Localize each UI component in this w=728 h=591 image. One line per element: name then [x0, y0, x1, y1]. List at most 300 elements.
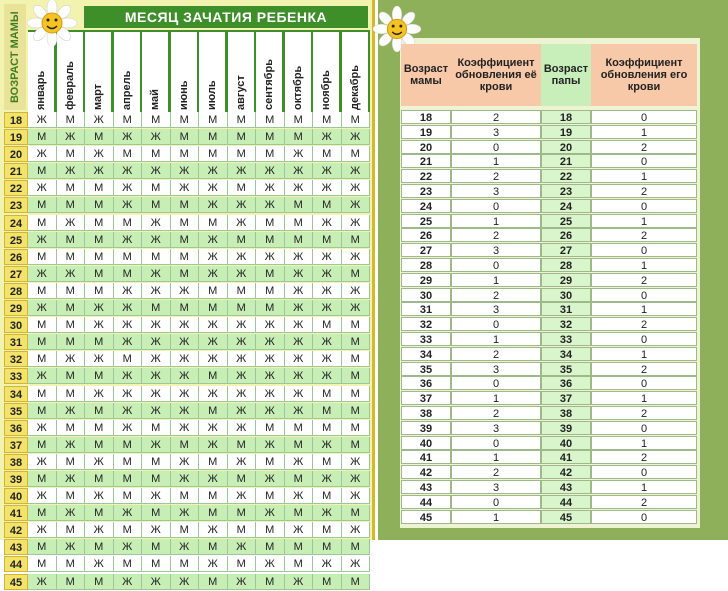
gender-cell: М: [114, 112, 143, 128]
month-header: [313, 32, 340, 112]
gender-cell: М: [28, 215, 57, 231]
gender-cell: М: [313, 386, 342, 402]
gender-cell: М: [285, 420, 314, 436]
gender-cell: М: [342, 574, 371, 590]
table-row: [401, 302, 697, 317]
dad-age-cell: 36: [541, 376, 591, 390]
gender-cell: Ж: [85, 351, 114, 367]
gender-cell: М: [171, 232, 200, 248]
gender-cell: Ж: [142, 317, 171, 333]
gender-cell: М: [199, 505, 228, 521]
gender-cell: Ж: [199, 420, 228, 436]
dad-age-cell: 29: [541, 273, 591, 287]
table-row: [4, 215, 370, 232]
gender-cell: Ж: [171, 539, 200, 555]
gender-cell: Ж: [28, 232, 57, 248]
dad-age-cell: 34: [541, 347, 591, 361]
gender-cell: М: [85, 266, 114, 282]
table-row: [4, 539, 370, 556]
month-label: февраль: [63, 61, 76, 110]
gender-cell: М: [313, 454, 342, 470]
gender-cell: Ж: [114, 334, 143, 350]
gender-cell: Ж: [228, 197, 257, 213]
mom-age-cell: 43: [401, 480, 451, 494]
mom-coef-cell: 3: [451, 184, 541, 198]
mom-age-cell: 21: [401, 154, 451, 168]
table-row: [401, 436, 697, 451]
gender-cell: М: [57, 454, 86, 470]
table-row: [4, 556, 370, 573]
gender-cell: М: [142, 556, 171, 572]
gender-cell: М: [114, 146, 143, 162]
gender-cell: М: [228, 180, 257, 196]
mom-age-cell: 20: [401, 140, 451, 154]
gender-cell: М: [28, 283, 57, 299]
gender-cell: М: [199, 403, 228, 419]
dad-coef-cell: 2: [591, 273, 697, 287]
mom-age-cell: 45: [4, 574, 28, 590]
gender-cell: М: [57, 574, 86, 590]
gender-cell: Ж: [342, 197, 371, 213]
gender-cell: М: [28, 437, 57, 453]
gender-cell: Ж: [28, 112, 57, 128]
mom-age-cell: 39: [401, 421, 451, 435]
gender-cell: Ж: [85, 163, 114, 179]
gender-cell: М: [85, 420, 114, 436]
mom-age-cell: 26: [401, 228, 451, 242]
mom-coef-cell: 0: [451, 495, 541, 509]
mom-age-cell: 29: [4, 300, 28, 316]
gender-cell: Ж: [342, 454, 371, 470]
mom-age-cell: 30: [401, 288, 451, 302]
gender-cell: Ж: [228, 334, 257, 350]
gender-cell: Ж: [285, 317, 314, 333]
table-title: МЕСЯЦ ЗАЧАТИЯ РЕБЕНКА: [84, 6, 368, 28]
gender-cell: М: [114, 522, 143, 538]
table-row: [401, 243, 697, 258]
gender-cell: М: [285, 539, 314, 555]
gender-cell: М: [28, 403, 57, 419]
gender-cell: Ж: [228, 249, 257, 265]
table-row: [4, 283, 370, 300]
gender-cell: М: [85, 283, 114, 299]
table-row: [401, 199, 697, 214]
gender-cell: Ж: [199, 556, 228, 572]
month-header: [142, 32, 169, 112]
month-label: июнь: [177, 80, 190, 110]
gender-cell: Ж: [313, 368, 342, 384]
gender-cell: Ж: [171, 334, 200, 350]
dad-age-cell: 44: [541, 495, 591, 509]
dad-coef-cell: 1: [591, 347, 697, 361]
mom-age-cell: 22: [401, 169, 451, 183]
gender-cell: Ж: [28, 488, 57, 504]
gender-cell: М: [142, 112, 171, 128]
gender-cell: М: [57, 488, 86, 504]
gender-cell: М: [85, 249, 114, 265]
mom-age-cell: 42: [4, 522, 28, 538]
gender-cell: М: [285, 437, 314, 453]
gender-cell: М: [57, 112, 86, 128]
mom-coef-cell: 1: [451, 332, 541, 346]
gender-cell: М: [171, 488, 200, 504]
mom-age-cell: 27: [401, 243, 451, 257]
gender-cell: Ж: [85, 146, 114, 162]
gender-cell: М: [256, 146, 285, 162]
gender-cell: Ж: [57, 505, 86, 521]
mom-coef-cell: 3: [451, 243, 541, 257]
gender-cell: Ж: [313, 129, 342, 145]
dad-age-cell: 42: [541, 465, 591, 479]
gender-cell: Ж: [199, 386, 228, 402]
gender-cell: Ж: [342, 163, 371, 179]
gender-cell: Ж: [285, 574, 314, 590]
gender-cell: М: [199, 300, 228, 316]
gender-cell: М: [142, 454, 171, 470]
mom-age-cell: 19: [401, 125, 451, 139]
table-row: [4, 163, 370, 180]
gender-cell: М: [142, 146, 171, 162]
mom-age-cell: 34: [4, 386, 28, 402]
gender-cell: М: [313, 197, 342, 213]
gender-cell: М: [285, 556, 314, 572]
mom-age-cell: 29: [401, 273, 451, 287]
mom-coef-cell: 2: [451, 288, 541, 302]
month-header: [285, 32, 312, 112]
gender-cell: М: [114, 266, 143, 282]
gender-cell: М: [171, 556, 200, 572]
gender-cell: М: [57, 146, 86, 162]
gender-cell: Ж: [57, 437, 86, 453]
table-row: [401, 273, 697, 288]
table-row: [4, 180, 370, 197]
mom-coef-cell: 3: [451, 421, 541, 435]
gender-cell: М: [256, 266, 285, 282]
header-mom-age: Возраст мамы: [401, 44, 451, 106]
month-label: октябрь: [291, 65, 304, 110]
gender-cell: М: [171, 129, 200, 145]
mom-age-cell: 28: [4, 283, 28, 299]
gender-cell: Ж: [199, 266, 228, 282]
gender-cell: М: [256, 129, 285, 145]
gender-cell: М: [142, 539, 171, 555]
gender-cell: М: [228, 232, 257, 248]
table-row: [401, 480, 697, 495]
gender-cell: Ж: [313, 283, 342, 299]
table-row: [401, 288, 697, 303]
gender-cell: Ж: [171, 180, 200, 196]
gender-cell: Ж: [142, 163, 171, 179]
gender-cell: Ж: [313, 300, 342, 316]
mom-age-cell: 38: [401, 406, 451, 420]
header-dad-coef: Коэффициент обновления его крови: [591, 44, 697, 106]
mom-age-cell: 35: [401, 362, 451, 376]
gender-cell: М: [199, 129, 228, 145]
mom-coef-cell: 1: [451, 154, 541, 168]
table-row: [401, 228, 697, 243]
gender-cell: М: [313, 574, 342, 590]
dad-coef-cell: 2: [591, 228, 697, 242]
table-row: [4, 112, 370, 129]
gender-cell: М: [114, 351, 143, 367]
gender-cell: М: [342, 539, 371, 555]
dad-coef-cell: 1: [591, 125, 697, 139]
dad-coef-cell: 2: [591, 362, 697, 376]
gender-cell: М: [342, 334, 371, 350]
mom-coef-cell: 3: [451, 480, 541, 494]
gender-cell: М: [313, 522, 342, 538]
mom-coef-cell: 2: [451, 406, 541, 420]
gender-cell: Ж: [142, 232, 171, 248]
mom-age-cell: 33: [401, 332, 451, 346]
gender-cell: М: [57, 249, 86, 265]
gender-cell: М: [57, 420, 86, 436]
table-row: [401, 406, 697, 421]
gender-cell: Ж: [199, 522, 228, 538]
gender-cell: Ж: [313, 215, 342, 231]
gender-cell: М: [342, 146, 371, 162]
gender-cell: М: [313, 488, 342, 504]
gender-cell: Ж: [114, 232, 143, 248]
gender-cell: Ж: [199, 437, 228, 453]
table-row: [401, 184, 697, 199]
coefficient-grid: [401, 110, 697, 524]
mom-coef-cell: 0: [451, 317, 541, 331]
gender-cell: Ж: [142, 215, 171, 231]
gender-cell: М: [85, 471, 114, 487]
mom-age-cell: 38: [4, 454, 28, 470]
table-row: [401, 450, 697, 465]
gender-cell: Ж: [85, 522, 114, 538]
mom-coef-cell: 1: [451, 214, 541, 228]
gender-cell: М: [142, 420, 171, 436]
table-row: [401, 154, 697, 169]
mom-coef-cell: 0: [451, 199, 541, 213]
gender-cell: М: [342, 386, 371, 402]
gender-cell: Ж: [57, 129, 86, 145]
gender-cell: Ж: [313, 334, 342, 350]
table-row: [4, 488, 370, 505]
mom-coef-cell: 1: [451, 510, 541, 524]
mom-age-cell: 18: [401, 110, 451, 124]
mom-coef-cell: 2: [451, 228, 541, 242]
gender-cell: Ж: [114, 420, 143, 436]
table-row: [401, 317, 697, 332]
gender-cell: М: [228, 505, 257, 521]
gender-cell: М: [57, 556, 86, 572]
table-row: [401, 258, 697, 273]
gender-cell: М: [313, 146, 342, 162]
gender-cell: Ж: [313, 249, 342, 265]
gender-cell: М: [85, 368, 114, 384]
gender-cell: М: [171, 522, 200, 538]
mom-age-cell: 40: [401, 436, 451, 450]
mom-age-cell: 26: [4, 249, 28, 265]
gender-cell: Ж: [256, 180, 285, 196]
table-row: [4, 437, 370, 454]
mom-age-cell: 32: [401, 317, 451, 331]
gender-cell: М: [28, 556, 57, 572]
dad-age-cell: 35: [541, 362, 591, 376]
table-row: [401, 421, 697, 436]
dad-coef-cell: 0: [591, 376, 697, 390]
gender-cell: М: [85, 539, 114, 555]
gender-cell: Ж: [114, 129, 143, 145]
dad-coef-cell: 2: [591, 495, 697, 509]
month-label: декабрь: [348, 65, 361, 110]
gender-cell: М: [199, 215, 228, 231]
gender-cell: Ж: [85, 112, 114, 128]
gender-cell: Ж: [313, 351, 342, 367]
table-row: [401, 362, 697, 377]
gender-cell: Ж: [28, 420, 57, 436]
dad-coef-cell: 1: [591, 391, 697, 405]
gender-cell: М: [199, 146, 228, 162]
gender-cell: М: [199, 574, 228, 590]
dad-age-cell: 39: [541, 421, 591, 435]
dad-coef-cell: 0: [591, 288, 697, 302]
mom-age-cell: 21: [4, 163, 28, 179]
table-row: [4, 522, 370, 539]
mom-age-cell: 28: [401, 258, 451, 272]
gender-cell: Ж: [28, 454, 57, 470]
dad-coef-cell: 0: [591, 510, 697, 524]
dad-age-cell: 30: [541, 288, 591, 302]
table-row: [4, 420, 370, 437]
gender-cell: М: [85, 574, 114, 590]
gender-cell: М: [85, 180, 114, 196]
mom-age-cell: 43: [4, 539, 28, 555]
gender-cell: Ж: [342, 283, 371, 299]
gender-cell: М: [342, 368, 371, 384]
dad-age-cell: 20: [541, 140, 591, 154]
gender-cell: М: [256, 522, 285, 538]
gender-cell: М: [342, 437, 371, 453]
gender-cell: Ж: [199, 249, 228, 265]
gender-cell: Ж: [114, 505, 143, 521]
gender-cell: М: [28, 471, 57, 487]
gender-cell: Ж: [285, 146, 314, 162]
gender-cell: М: [57, 232, 86, 248]
gender-cell: Ж: [285, 522, 314, 538]
dad-coef-cell: 0: [591, 110, 697, 124]
gender-cell: Ж: [285, 454, 314, 470]
table-row: [401, 125, 697, 140]
gender-cell: Ж: [313, 471, 342, 487]
mom-age-cell: 33: [4, 368, 28, 384]
dad-age-cell: 33: [541, 332, 591, 346]
gender-cell: М: [171, 249, 200, 265]
gender-cell: Ж: [171, 386, 200, 402]
table-row: [401, 347, 697, 362]
table-row: [4, 232, 370, 249]
gender-cell: Ж: [85, 386, 114, 402]
gender-cell: Ж: [285, 403, 314, 419]
gender-cell: Ж: [142, 351, 171, 367]
gender-cell: М: [28, 539, 57, 555]
gender-cell: Ж: [313, 556, 342, 572]
table-row: [4, 300, 370, 317]
gender-cell: Ж: [199, 471, 228, 487]
gender-cell: М: [256, 454, 285, 470]
gender-cell: Ж: [285, 488, 314, 504]
gender-cell: Ж: [342, 215, 371, 231]
gender-cell: М: [28, 505, 57, 521]
mom-age-cell: 41: [4, 505, 28, 521]
dad-coef-cell: 0: [591, 332, 697, 346]
gender-cell: М: [57, 300, 86, 316]
gender-cell: Ж: [28, 574, 57, 590]
table-row: [401, 214, 697, 229]
gender-cell: М: [199, 488, 228, 504]
mom-coef-cell: 2: [451, 169, 541, 183]
gender-cell: Ж: [256, 437, 285, 453]
gender-cell: М: [142, 505, 171, 521]
gender-cell: М: [313, 420, 342, 436]
gender-cell: Ж: [142, 488, 171, 504]
gender-cell: Ж: [342, 249, 371, 265]
gender-cell: М: [171, 146, 200, 162]
gender-cell: М: [256, 215, 285, 231]
gender-cell: Ж: [228, 488, 257, 504]
month-header: [342, 32, 369, 112]
mom-age-cell: 45: [401, 510, 451, 524]
gender-cell: Ж: [199, 232, 228, 248]
table-row: [401, 391, 697, 406]
gender-cell: М: [57, 317, 86, 333]
gender-cell: Ж: [256, 471, 285, 487]
dad-age-cell: 41: [541, 450, 591, 464]
mom-age-cell: 25: [401, 214, 451, 228]
gender-cell: Ж: [114, 317, 143, 333]
gender-cell: М: [342, 505, 371, 521]
gender-cell: М: [114, 454, 143, 470]
gender-cell: Ж: [199, 317, 228, 333]
mom-age-cell: 19: [4, 129, 28, 145]
gender-cell: М: [171, 437, 200, 453]
dad-age-cell: 23: [541, 184, 591, 198]
mom-age-cell: 18: [4, 112, 28, 128]
gender-cell: М: [28, 197, 57, 213]
gender-cell: М: [342, 232, 371, 248]
gender-cell: М: [114, 488, 143, 504]
gender-cell: Ж: [28, 300, 57, 316]
gender-cell: М: [85, 403, 114, 419]
gender-cell: Ж: [228, 163, 257, 179]
gender-cell: М: [85, 437, 114, 453]
gender-cell: М: [28, 317, 57, 333]
gender-cell: Ж: [228, 454, 257, 470]
mom-age-cell: 22: [4, 180, 28, 196]
mom-age-cell: 35: [4, 403, 28, 419]
gender-cell: Ж: [228, 215, 257, 231]
gender-cell: М: [256, 232, 285, 248]
gender-cell: М: [228, 437, 257, 453]
gender-cell: М: [285, 232, 314, 248]
table-row: [4, 574, 370, 591]
gender-cell: М: [228, 300, 257, 316]
gender-cell: М: [285, 471, 314, 487]
gender-cell: Ж: [114, 300, 143, 316]
gender-cell: Ж: [285, 368, 314, 384]
gender-cell: Ж: [171, 368, 200, 384]
gender-cell: М: [313, 232, 342, 248]
table-row: [401, 110, 697, 125]
dad-coef-cell: 1: [591, 258, 697, 272]
gender-cell: Ж: [114, 180, 143, 196]
gender-cell: Ж: [142, 522, 171, 538]
gender-cell: Ж: [228, 368, 257, 384]
